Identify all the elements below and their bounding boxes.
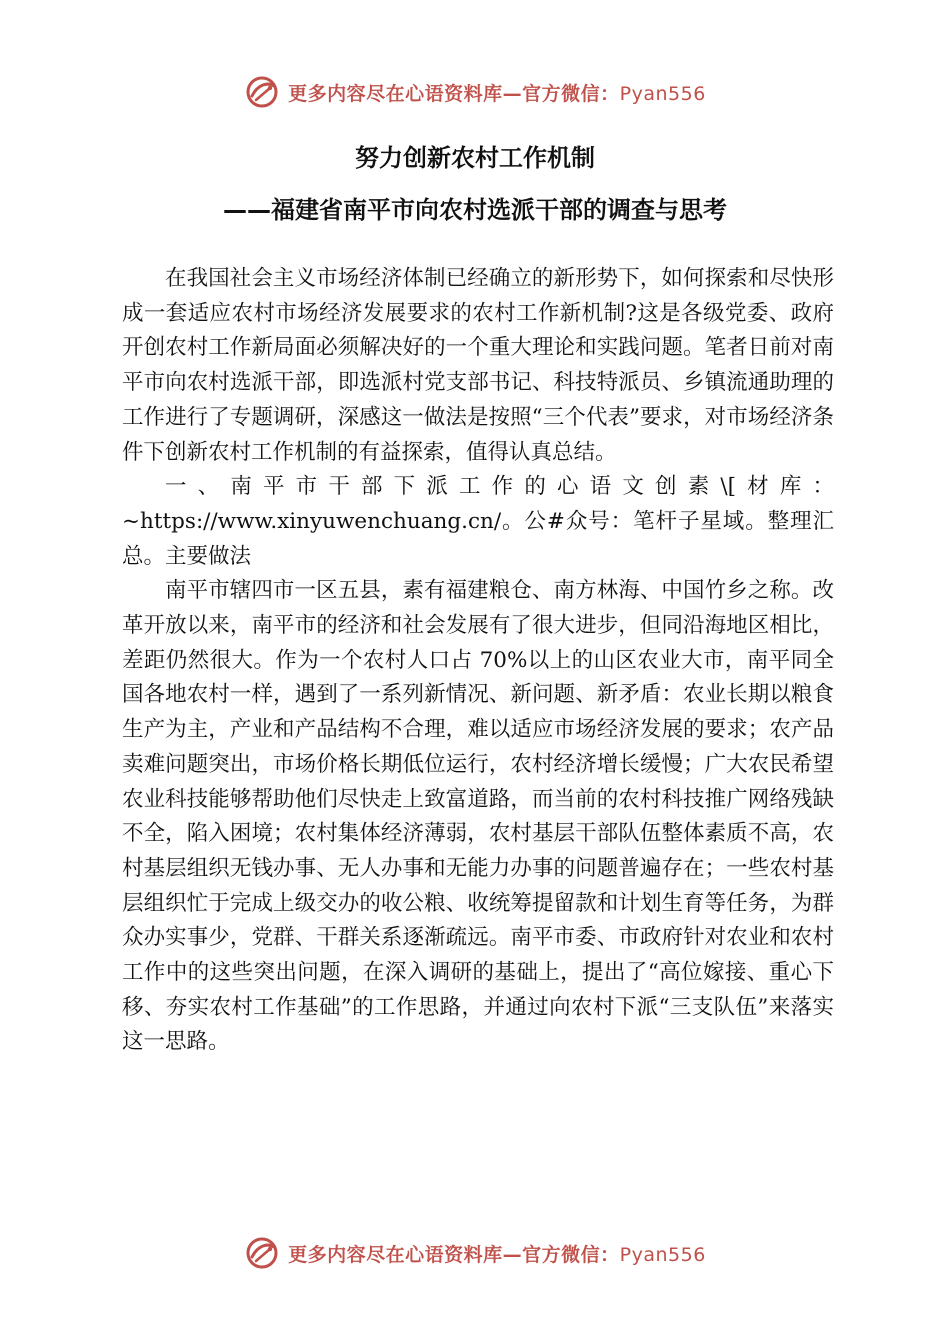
article-body xyxy=(122,262,834,1060)
section-heading: 一、南平市干部下派工作的心语文创素\[材库：~https://www.xinyuwenchuang.cn/。公#众号：笔杆子星域。整理汇总。主要做法 xyxy=(122,474,834,569)
header-wechat-id: Pyan556 xyxy=(619,82,706,105)
footer-wechat-id: Pyan556 xyxy=(619,1243,706,1266)
page-subtitle: ——福建省南平市向农村选派干部的调查与思考 xyxy=(223,196,727,224)
header-watermark-banner xyxy=(0,70,950,114)
header-watermark-text: 更多内容尽在心语资料库—官方微信：Pyan556 xyxy=(288,82,706,105)
watermark-logo-icon xyxy=(244,1235,280,1271)
footer-watermark-text: 更多内容尽在心语资料库—官方微信：Pyan556 xyxy=(288,1243,706,1266)
paragraph-section-1: 南平市辖四市一区五县，素有福建粮仓、南方林海、中国竹乡之称。改革开放以来，南平市的经济和社会发展有了很大进步，但同沿海地区相比，差距仍然很大。作为一个农村人口占 70%以上的山区农业大市，南平同全国各地农村一样，遇到了一系列新情况、新问题、新矛盾：农业长期以粮食生产为主，产业和产品结构不合理，难以适应市场经济发展的要求；农产品卖难问题突出，市场价格长期低位运行，农村经济增长缓慢；广大农民希望农业科技能够帮助他们尽快走上致富道路，而当前的农村科技推广网络残缺不全，陷入困境；农村集体经济薄弱，农村基层干部队伍整体素质不高，农村基层组织无钱办事、无人办事和无能力办事的问题普遍存在；一些农村基层组织忙于完成上级交办的收公粮、收统筹提留款和计划生育等任务，为群众办实事少，党群、干群关系逐渐疏远。南平市委、市政府针对农业和农村工作中的这些突出问题，在深入调研的基础上，提出了“高位嫁接、重心下移、夯实农村工作基础”的工作思路，并通过向农村下派“三支队伍”来落实这一思路。 xyxy=(122,578,834,1055)
footer-watermark-banner xyxy=(0,1231,950,1275)
watermark-logo-icon xyxy=(244,74,280,110)
page-title: 努力创新农村工作机制 xyxy=(355,144,595,172)
paragraph-intro: 在我国社会主义市场经济体制已经确立的新形势下，如何探索和尽快形成一套适应农村市场经济发展要求的农村工作新机制?这是各级党委、政府开创农村工作新局面必须解决好的一个重大理论和实践问题。笔者日前对南平市向农村选派干部，即选派村党支部书记、科技特派员、乡镇流通助理的工作进行了专题调研，深感这一做法是按照“三个代表”要求，对市场经济条件下创新农村工作机制的有益探索，值得认真总结。 xyxy=(122,266,834,465)
